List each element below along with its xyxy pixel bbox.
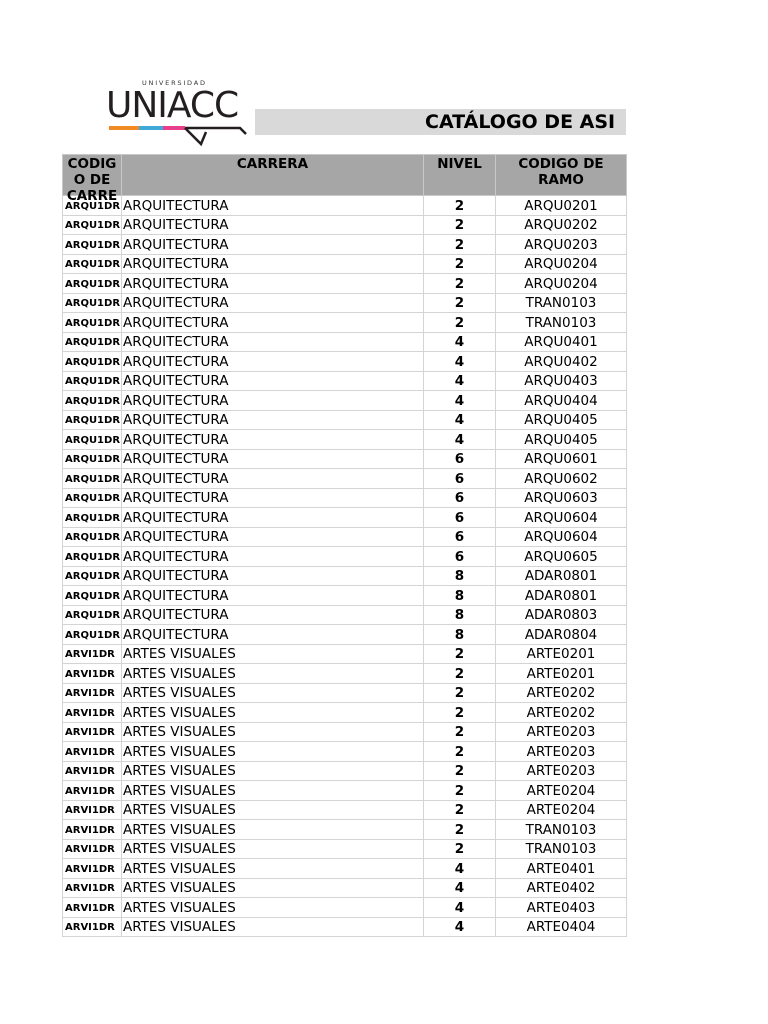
career-code-cell: ARVI1DR (63, 820, 122, 840)
table-row (63, 430, 627, 450)
career-code-cell: ARQU1DR (63, 586, 122, 606)
course-code-cell: ARTE0202 (496, 703, 627, 723)
career-code-cell: ARQU1DR (63, 293, 122, 313)
course-code-cell: ARQU0202 (496, 215, 627, 235)
level-cell: 2 (424, 722, 496, 742)
career-name-cell: ARQUITECTURA (122, 566, 424, 586)
level-cell: 6 (424, 527, 496, 547)
career-name-cell: ARQUITECTURA (122, 313, 424, 333)
column-header-career: CARRERA (122, 155, 424, 196)
career-code-cell: ARVI1DR (63, 703, 122, 723)
level-cell: 4 (424, 371, 496, 391)
level-cell: 2 (424, 664, 496, 684)
career-code-cell: ARQU1DR (63, 547, 122, 567)
level-cell: 2 (424, 274, 496, 294)
career-name-cell: ARQUITECTURA (122, 625, 424, 645)
table-row (63, 352, 627, 372)
level-cell: 6 (424, 488, 496, 508)
column-header-career-code: CODIG O DE CARRE (63, 155, 122, 196)
career-code-cell: ARQU1DR (63, 449, 122, 469)
career-name-cell: ARTES VISUALES (122, 820, 424, 840)
table-row (63, 254, 627, 274)
career-code-cell: ARVI1DR (63, 761, 122, 781)
career-name-cell: ARQUITECTURA (122, 293, 424, 313)
career-code-cell: ARVI1DR (63, 800, 122, 820)
table-row (63, 625, 627, 645)
career-code-cell: ARQU1DR (63, 313, 122, 333)
career-name-cell: ARQUITECTURA (122, 605, 424, 625)
career-code-cell: ARQU1DR (63, 352, 122, 372)
table-row (63, 605, 627, 625)
level-cell: 8 (424, 625, 496, 645)
course-code-cell: ADAR0801 (496, 566, 627, 586)
column-header-level: NIVEL (424, 155, 496, 196)
career-name-cell: ARQUITECTURA (122, 215, 424, 235)
level-cell: 4 (424, 878, 496, 898)
table-row (63, 859, 627, 879)
title-band (255, 109, 626, 135)
course-code-cell: ARQU0402 (496, 352, 627, 372)
table-row (63, 235, 627, 255)
table-row (63, 196, 627, 216)
career-name-cell: ARQUITECTURA (122, 508, 424, 528)
level-cell: 2 (424, 215, 496, 235)
table-row (63, 215, 627, 235)
career-code-cell: ARQU1DR (63, 508, 122, 528)
career-code-cell: ARVI1DR (63, 898, 122, 918)
level-cell: 4 (424, 917, 496, 937)
course-catalog-table (62, 154, 627, 937)
career-code-cell: ARQU1DR (63, 469, 122, 489)
level-cell: 2 (424, 839, 496, 859)
career-name-cell: ARTES VISUALES (122, 644, 424, 664)
level-cell: 8 (424, 586, 496, 606)
career-code-cell: ARQU1DR (63, 215, 122, 235)
career-name-cell: ARQUITECTURA (122, 488, 424, 508)
level-cell: 4 (424, 391, 496, 411)
course-code-cell: ARQU0601 (496, 449, 627, 469)
course-code-cell: ARTE0204 (496, 781, 627, 801)
career-name-cell: ARQUITECTURA (122, 196, 424, 216)
table-row (63, 508, 627, 528)
course-code-cell: ARTE0201 (496, 644, 627, 664)
course-code-cell: ARQU0404 (496, 391, 627, 411)
table-row (63, 547, 627, 567)
career-name-cell: ARQUITECTURA (122, 254, 424, 274)
course-code-cell: TRAN0103 (496, 839, 627, 859)
table-row (63, 820, 627, 840)
course-code-cell: ARQU0605 (496, 547, 627, 567)
table-row (63, 391, 627, 411)
logo-university-text: UNIVERSIDAD (142, 79, 207, 87)
career-code-cell: ARQU1DR (63, 430, 122, 450)
course-code-cell: ARQU0603 (496, 488, 627, 508)
level-cell: 2 (424, 235, 496, 255)
career-code-cell: ARQU1DR (63, 527, 122, 547)
course-code-cell: ARQU0604 (496, 508, 627, 528)
career-name-cell: ARQUITECTURA (122, 586, 424, 606)
level-cell: 4 (424, 410, 496, 430)
level-cell: 2 (424, 313, 496, 333)
course-code-cell: ARTE0203 (496, 761, 627, 781)
level-cell: 2 (424, 293, 496, 313)
course-code-cell: ARQU0604 (496, 527, 627, 547)
course-code-cell: ARQU0602 (496, 469, 627, 489)
table-row (63, 703, 627, 723)
level-cell: 8 (424, 566, 496, 586)
career-name-cell: ARQUITECTURA (122, 274, 424, 294)
career-name-cell: ARTES VISUALES (122, 800, 424, 820)
table-row (63, 274, 627, 294)
table-row (63, 449, 627, 469)
table-row (63, 898, 627, 918)
career-code-cell: ARVI1DR (63, 917, 122, 937)
level-cell: 2 (424, 196, 496, 216)
course-code-cell: ARTE0403 (496, 898, 627, 918)
column-header-course-code: CODIGO DE RAMO (496, 155, 627, 196)
course-code-cell: TRAN0103 (496, 313, 627, 333)
career-code-cell: ARVI1DR (63, 742, 122, 762)
table-row (63, 410, 627, 430)
level-cell: 2 (424, 683, 496, 703)
career-name-cell: ARTES VISUALES (122, 664, 424, 684)
career-code-cell: ARQU1DR (63, 488, 122, 508)
level-cell: 4 (424, 898, 496, 918)
table-row (63, 878, 627, 898)
level-cell: 2 (424, 644, 496, 664)
level-cell: 6 (424, 547, 496, 567)
table-row (63, 586, 627, 606)
course-code-cell: ARTE0401 (496, 859, 627, 879)
career-code-cell: ARVI1DR (63, 644, 122, 664)
level-cell: 4 (424, 332, 496, 352)
course-code-cell: TRAN0103 (496, 820, 627, 840)
course-code-cell: TRAN0103 (496, 293, 627, 313)
table-row (63, 371, 627, 391)
page-title: CATÁLOGO DE ASI (425, 111, 616, 133)
course-code-cell: ARQU0201 (496, 196, 627, 216)
level-cell: 4 (424, 430, 496, 450)
career-code-cell: ARQU1DR (63, 196, 122, 216)
table-row (63, 332, 627, 352)
career-name-cell: ARTES VISUALES (122, 917, 424, 937)
course-code-cell: ARQU0405 (496, 410, 627, 430)
table-row (63, 742, 627, 762)
table-row (63, 839, 627, 859)
course-code-cell: ARTE0201 (496, 664, 627, 684)
career-name-cell: ARTES VISUALES (122, 898, 424, 918)
career-code-cell: ARVI1DR (63, 781, 122, 801)
career-name-cell: ARTES VISUALES (122, 683, 424, 703)
table-row (63, 683, 627, 703)
course-code-cell: ARQU0204 (496, 274, 627, 294)
career-name-cell: ARTES VISUALES (122, 878, 424, 898)
course-code-cell: ARQU0405 (496, 430, 627, 450)
level-cell: 2 (424, 703, 496, 723)
career-name-cell: ARTES VISUALES (122, 703, 424, 723)
course-code-cell: ADAR0804 (496, 625, 627, 645)
table-row (63, 664, 627, 684)
career-code-cell: ARQU1DR (63, 625, 122, 645)
career-name-cell: ARQUITECTURA (122, 352, 424, 372)
table-header-row (63, 155, 627, 196)
level-cell: 6 (424, 469, 496, 489)
logo-brand-text: UNIACC (106, 85, 239, 126)
course-code-cell: ARQU0204 (496, 254, 627, 274)
course-code-cell: ARQU0403 (496, 371, 627, 391)
table-row (63, 313, 627, 333)
career-name-cell: ARTES VISUALES (122, 761, 424, 781)
career-name-cell: ARQUITECTURA (122, 410, 424, 430)
career-code-cell: ARQU1DR (63, 566, 122, 586)
level-cell: 4 (424, 352, 496, 372)
level-cell: 2 (424, 254, 496, 274)
table-row (63, 781, 627, 801)
career-code-cell: ARVI1DR (63, 722, 122, 742)
career-code-cell: ARVI1DR (63, 839, 122, 859)
level-cell: 4 (424, 859, 496, 879)
level-cell: 8 (424, 605, 496, 625)
table-row (63, 293, 627, 313)
course-code-cell: ADAR0801 (496, 586, 627, 606)
table-row (63, 566, 627, 586)
career-name-cell: ARQUITECTURA (122, 391, 424, 411)
level-cell: 2 (424, 781, 496, 801)
level-cell: 2 (424, 742, 496, 762)
career-code-cell: ARQU1DR (63, 254, 122, 274)
course-code-cell: ARTE0203 (496, 722, 627, 742)
table-row (63, 722, 627, 742)
career-name-cell: ARQUITECTURA (122, 332, 424, 352)
course-code-cell: ARTE0402 (496, 878, 627, 898)
course-code-cell: ARTE0404 (496, 917, 627, 937)
speech-bubble-icon (106, 76, 248, 148)
career-name-cell: ARQUITECTURA (122, 527, 424, 547)
career-name-cell: ARQUITECTURA (122, 430, 424, 450)
career-code-cell: ARVI1DR (63, 683, 122, 703)
table-row (63, 469, 627, 489)
level-cell: 2 (424, 761, 496, 781)
career-name-cell: ARQUITECTURA (122, 371, 424, 391)
career-code-cell: ARVI1DR (63, 878, 122, 898)
career-code-cell: ARQU1DR (63, 235, 122, 255)
table-row (63, 800, 627, 820)
career-code-cell: ARQU1DR (63, 332, 122, 352)
career-code-cell: ARQU1DR (63, 371, 122, 391)
table-row (63, 917, 627, 937)
career-code-cell: ARVI1DR (63, 859, 122, 879)
career-code-cell: ARQU1DR (63, 410, 122, 430)
level-cell: 2 (424, 800, 496, 820)
career-code-cell: ARVI1DR (63, 664, 122, 684)
career-name-cell: ARQUITECTURA (122, 235, 424, 255)
course-code-cell: ARQU0401 (496, 332, 627, 352)
career-code-cell: ARQU1DR (63, 391, 122, 411)
career-name-cell: ARTES VISUALES (122, 859, 424, 879)
course-code-cell: ARTE0203 (496, 742, 627, 762)
table-row (63, 488, 627, 508)
course-code-cell: ADAR0803 (496, 605, 627, 625)
career-name-cell: ARQUITECTURA (122, 449, 424, 469)
level-cell: 6 (424, 449, 496, 469)
level-cell: 2 (424, 820, 496, 840)
course-code-cell: ARTE0202 (496, 683, 627, 703)
level-cell: 6 (424, 508, 496, 528)
career-name-cell: ARTES VISUALES (122, 722, 424, 742)
table-row (63, 761, 627, 781)
career-name-cell: ARTES VISUALES (122, 781, 424, 801)
uniacc-logo (106, 76, 248, 148)
career-code-cell: ARQU1DR (63, 274, 122, 294)
career-name-cell: ARQUITECTURA (122, 547, 424, 567)
table-row (63, 644, 627, 664)
career-name-cell: ARTES VISUALES (122, 742, 424, 762)
career-code-cell: ARQU1DR (63, 605, 122, 625)
career-name-cell: ARTES VISUALES (122, 839, 424, 859)
course-code-cell: ARQU0203 (496, 235, 627, 255)
course-code-cell: ARTE0204 (496, 800, 627, 820)
table-row (63, 527, 627, 547)
career-name-cell: ARQUITECTURA (122, 469, 424, 489)
